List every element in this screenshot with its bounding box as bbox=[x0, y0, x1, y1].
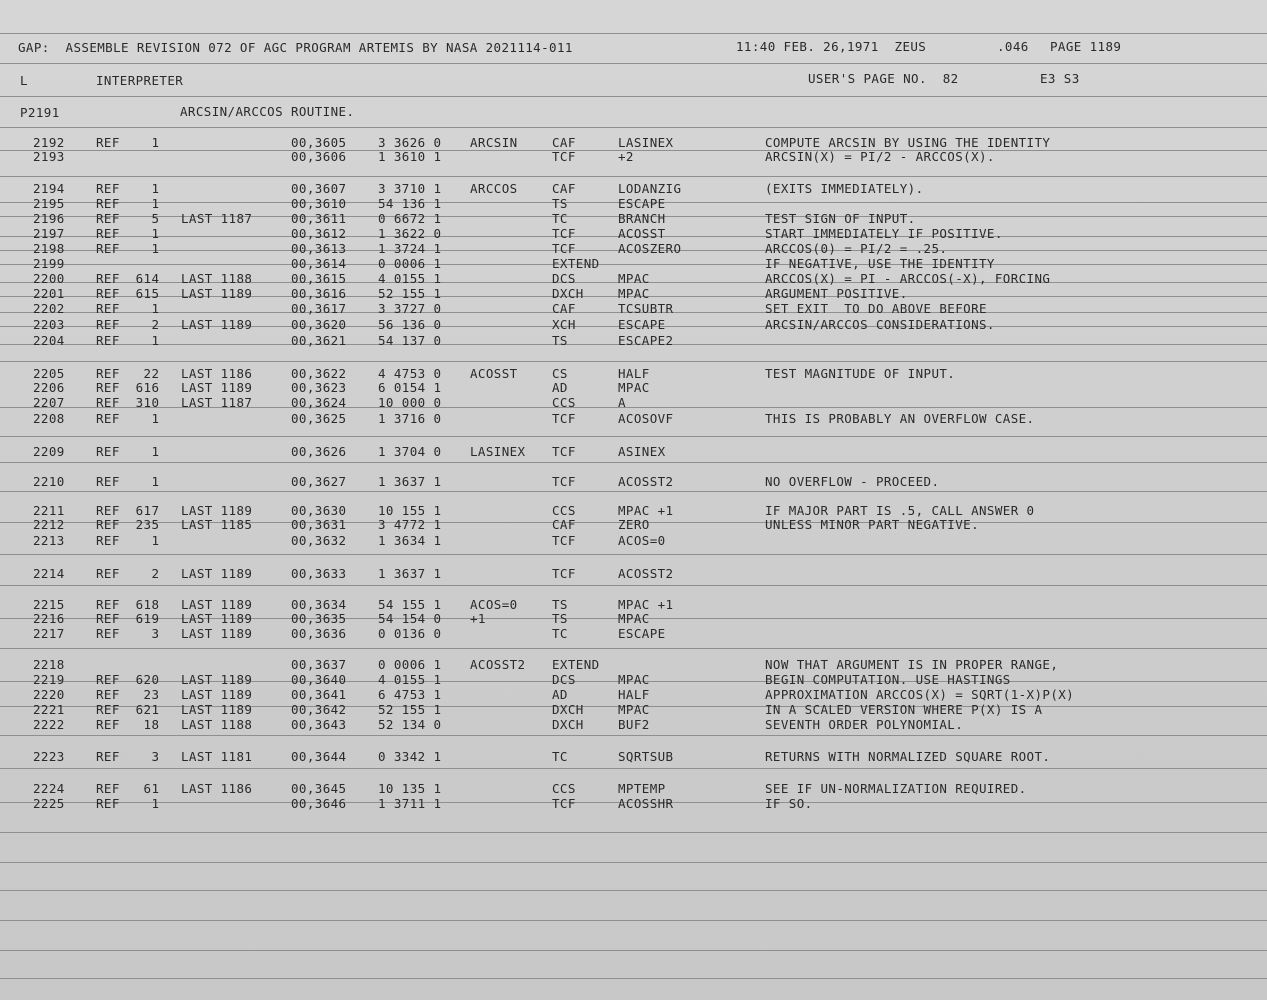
operand: MPAC bbox=[618, 380, 650, 395]
comment: SEE IF UN-NORMALIZATION REQUIRED. bbox=[765, 781, 1027, 796]
ruled-line bbox=[0, 491, 1267, 492]
address: 00,3610 bbox=[291, 196, 347, 211]
comment: BEGIN COMPUTATION. USE HASTINGS bbox=[765, 672, 1011, 687]
opcode: TCF bbox=[552, 444, 576, 459]
line-number: 2210 bbox=[33, 474, 65, 489]
comment: UNLESS MINOR PART NEGATIVE. bbox=[765, 517, 979, 532]
operand: BUF2 bbox=[618, 717, 650, 732]
comment: (EXITS IMMEDIATELY). bbox=[765, 181, 924, 196]
octal-word: 52 134 0 bbox=[378, 717, 442, 732]
operand: +2 bbox=[618, 149, 634, 164]
address: 00,3624 bbox=[291, 395, 347, 410]
octal-word: 1 3704 0 bbox=[378, 444, 442, 459]
last-ref: LAST 1185 bbox=[181, 517, 253, 532]
operand: MPAC +1 bbox=[618, 597, 674, 612]
header-time-date: 11:40 FEB. 26,1971 ZEUS bbox=[736, 39, 927, 54]
label: ARCSIN bbox=[470, 135, 518, 150]
ref-count: REF 1 bbox=[96, 474, 160, 489]
comment: IN A SCALED VERSION WHERE P(X) IS A bbox=[765, 702, 1043, 717]
ref-count: REF 5 bbox=[96, 211, 160, 226]
ref-count: REF 2 bbox=[96, 317, 160, 332]
opcode: TCF bbox=[552, 474, 576, 489]
address: 00,3627 bbox=[291, 474, 347, 489]
operand: ESCAPE bbox=[618, 317, 666, 332]
line-number: 2200 bbox=[33, 271, 65, 286]
octal-word: 10 155 1 bbox=[378, 503, 442, 518]
opcode: TC bbox=[552, 749, 568, 764]
operand: ACOSOVF bbox=[618, 411, 674, 426]
ruled-line bbox=[0, 127, 1267, 128]
opcode: DXCH bbox=[552, 717, 584, 732]
opcode: XCH bbox=[552, 317, 576, 332]
line-number: 2202 bbox=[33, 301, 65, 316]
last-ref: LAST 1187 bbox=[181, 395, 253, 410]
subheader-e3s3: E3 S3 bbox=[1040, 71, 1080, 86]
label: ACOS=0 bbox=[470, 597, 518, 612]
address: 00,3630 bbox=[291, 503, 347, 518]
ref-count: REF 618 bbox=[96, 597, 160, 612]
ruled-line bbox=[0, 96, 1267, 97]
comment: IF SO. bbox=[765, 796, 813, 811]
last-ref: LAST 1189 bbox=[181, 566, 253, 581]
operand: ESCAPE bbox=[618, 196, 666, 211]
ref-count: REF 620 bbox=[96, 672, 160, 687]
comment: START IMMEDIATELY IF POSITIVE. bbox=[765, 226, 1003, 241]
octal-word: 0 6672 1 bbox=[378, 211, 442, 226]
operand: BRANCH bbox=[618, 211, 666, 226]
opcode: DXCH bbox=[552, 702, 584, 717]
line-number: 2208 bbox=[33, 411, 65, 426]
ruled-line bbox=[0, 361, 1267, 362]
line-number: 2223 bbox=[33, 749, 65, 764]
line-number: 2214 bbox=[33, 566, 65, 581]
line-number: 2221 bbox=[33, 702, 65, 717]
octal-word: 54 137 0 bbox=[378, 333, 442, 348]
comment: ARCCOS(0) = PI/2 = .25. bbox=[765, 241, 948, 256]
ref-count: REF 23 bbox=[96, 687, 160, 702]
label: ACOSST bbox=[470, 366, 518, 381]
ref-count: REF 1 bbox=[96, 241, 160, 256]
ref-count: REF 1 bbox=[96, 411, 160, 426]
address: 00,3607 bbox=[291, 181, 347, 196]
ref-count: REF 1 bbox=[96, 301, 160, 316]
line-number: 2215 bbox=[33, 597, 65, 612]
octal-word: 1 3724 1 bbox=[378, 241, 442, 256]
opcode: TC bbox=[552, 626, 568, 641]
opcode: DXCH bbox=[552, 286, 584, 301]
line-number: 2218 bbox=[33, 657, 65, 672]
octal-word: 6 4753 1 bbox=[378, 687, 442, 702]
comment: ARGUMENT POSITIVE. bbox=[765, 286, 908, 301]
line-number: 2224 bbox=[33, 781, 65, 796]
subheader-section: INTERPRETER bbox=[96, 73, 184, 88]
line-number: 2207 bbox=[33, 395, 65, 410]
opcode: TS bbox=[552, 611, 568, 626]
line-number: 2195 bbox=[33, 196, 65, 211]
operand: HALF bbox=[618, 687, 650, 702]
comment: SEVENTH ORDER POLYNOMIAL. bbox=[765, 717, 964, 732]
octal-word: 54 154 0 bbox=[378, 611, 442, 626]
ref-count: REF 2 bbox=[96, 566, 160, 581]
routine-id: P2191 bbox=[20, 105, 60, 120]
line-number: 2204 bbox=[33, 333, 65, 348]
line-number: 2192 bbox=[33, 135, 65, 150]
ruled-line bbox=[0, 890, 1267, 891]
ref-count: REF 1 bbox=[96, 333, 160, 348]
octal-word: 4 4753 0 bbox=[378, 366, 442, 381]
octal-word: 54 136 1 bbox=[378, 196, 442, 211]
label: ACOSST2 bbox=[470, 657, 526, 672]
ref-count: REF 614 bbox=[96, 271, 160, 286]
last-ref: LAST 1186 bbox=[181, 366, 253, 381]
comment: ARCCOS(X) = PI - ARCCOS(-X), FORCING bbox=[765, 271, 1051, 286]
line-number: 2199 bbox=[33, 256, 65, 271]
ref-count: REF 616 bbox=[96, 380, 160, 395]
line-number: 2211 bbox=[33, 503, 65, 518]
last-ref: LAST 1181 bbox=[181, 749, 253, 764]
operand: ESCAPE2 bbox=[618, 333, 674, 348]
address: 00,3636 bbox=[291, 626, 347, 641]
address: 00,3622 bbox=[291, 366, 347, 381]
octal-word: 3 3626 0 bbox=[378, 135, 442, 150]
ref-count: REF 18 bbox=[96, 717, 160, 732]
comment: APPROXIMATION ARCCOS(X) = SQRT(1-X)P(X) bbox=[765, 687, 1075, 702]
octal-word: 3 3710 1 bbox=[378, 181, 442, 196]
ref-count: REF 617 bbox=[96, 503, 160, 518]
octal-word: 1 3637 1 bbox=[378, 474, 442, 489]
last-ref: LAST 1188 bbox=[181, 717, 253, 732]
octal-word: 1 3622 0 bbox=[378, 226, 442, 241]
line-number: 2222 bbox=[33, 717, 65, 732]
address: 00,3645 bbox=[291, 781, 347, 796]
address: 00,3605 bbox=[291, 135, 347, 150]
operand: TCSUBTR bbox=[618, 301, 674, 316]
last-ref: LAST 1189 bbox=[181, 702, 253, 717]
operand: MPAC bbox=[618, 611, 650, 626]
operand: MPAC bbox=[618, 286, 650, 301]
ruled-line bbox=[0, 554, 1267, 555]
line-number: 2216 bbox=[33, 611, 65, 626]
opcode: TCF bbox=[552, 241, 576, 256]
octal-word: 1 3610 1 bbox=[378, 149, 442, 164]
address: 00,3640 bbox=[291, 672, 347, 687]
address: 00,3623 bbox=[291, 380, 347, 395]
operand: MPTEMP bbox=[618, 781, 666, 796]
line-number: 2212 bbox=[33, 517, 65, 532]
address: 00,3614 bbox=[291, 256, 347, 271]
ruled-line bbox=[0, 862, 1267, 863]
ref-count: REF 1 bbox=[96, 135, 160, 150]
opcode: TC bbox=[552, 211, 568, 226]
line-number: 2206 bbox=[33, 380, 65, 395]
address: 00,3620 bbox=[291, 317, 347, 332]
line-number: 2197 bbox=[33, 226, 65, 241]
comment: RETURNS WITH NORMALIZED SQUARE ROOT. bbox=[765, 749, 1051, 764]
octal-word: 4 0155 1 bbox=[378, 672, 442, 687]
ref-count: REF 1 bbox=[96, 796, 160, 811]
operand: ACOSZERO bbox=[618, 241, 682, 256]
opcode: CAF bbox=[552, 517, 576, 532]
octal-word: 1 3711 1 bbox=[378, 796, 442, 811]
address: 00,3611 bbox=[291, 211, 347, 226]
opcode: TS bbox=[552, 196, 568, 211]
octal-word: 0 3342 1 bbox=[378, 749, 442, 764]
ruled-line bbox=[0, 585, 1267, 586]
opcode: CCS bbox=[552, 395, 576, 410]
line-number: 2205 bbox=[33, 366, 65, 381]
comment: COMPUTE ARCSIN BY USING THE IDENTITY bbox=[765, 135, 1051, 150]
opcode: CAF bbox=[552, 181, 576, 196]
header-page: PAGE 1189 bbox=[1050, 39, 1122, 54]
octal-word: 3 3727 0 bbox=[378, 301, 442, 316]
octal-word: 1 3716 0 bbox=[378, 411, 442, 426]
comment: NOW THAT ARGUMENT IS IN PROPER RANGE, bbox=[765, 657, 1059, 672]
operand: MPAC bbox=[618, 271, 650, 286]
ruled-line bbox=[0, 176, 1267, 177]
subheader-users-page: USER'S PAGE NO. 82 bbox=[808, 71, 959, 86]
address: 00,3633 bbox=[291, 566, 347, 581]
operand: ACOSST bbox=[618, 226, 666, 241]
line-number: 2201 bbox=[33, 286, 65, 301]
operand: ACOSSHR bbox=[618, 796, 674, 811]
operand: ACOSST2 bbox=[618, 566, 674, 581]
comment: ARCSIN/ARCCOS CONSIDERATIONS. bbox=[765, 317, 995, 332]
line-number: 2209 bbox=[33, 444, 65, 459]
opcode: CCS bbox=[552, 503, 576, 518]
octal-word: 3 4772 1 bbox=[378, 517, 442, 532]
last-ref: LAST 1189 bbox=[181, 503, 253, 518]
address: 00,3637 bbox=[291, 657, 347, 672]
opcode: TCF bbox=[552, 566, 576, 581]
comment: TEST SIGN OF INPUT. bbox=[765, 211, 916, 226]
octal-word: 52 155 1 bbox=[378, 702, 442, 717]
line-number: 2194 bbox=[33, 181, 65, 196]
ref-count: REF 615 bbox=[96, 286, 160, 301]
last-ref: LAST 1189 bbox=[181, 687, 253, 702]
line-number: 2219 bbox=[33, 672, 65, 687]
operand: ASINEX bbox=[618, 444, 666, 459]
label: LASINEX bbox=[470, 444, 526, 459]
address: 00,3616 bbox=[291, 286, 347, 301]
address: 00,3643 bbox=[291, 717, 347, 732]
comment: ARCSIN(X) = PI/2 - ARCCOS(X). bbox=[765, 149, 995, 164]
header-code: .046 bbox=[997, 39, 1029, 54]
octal-word: 4 0155 1 bbox=[378, 271, 442, 286]
ref-count: REF 1 bbox=[96, 196, 160, 211]
octal-word: 1 3634 1 bbox=[378, 533, 442, 548]
ruled-line bbox=[0, 735, 1267, 736]
ruled-line bbox=[0, 462, 1267, 463]
opcode: TCF bbox=[552, 533, 576, 548]
opcode: CS bbox=[552, 366, 568, 381]
comment: SET EXIT TO DO ABOVE BEFORE bbox=[765, 301, 987, 316]
line-number: 2193 bbox=[33, 149, 65, 164]
label: ARCCOS bbox=[470, 181, 518, 196]
address: 00,3642 bbox=[291, 702, 347, 717]
ruled-line bbox=[0, 264, 1267, 265]
address: 00,3621 bbox=[291, 333, 347, 348]
ref-count: REF 310 bbox=[96, 395, 160, 410]
comment: IF MAJOR PART IS .5, CALL ANSWER 0 bbox=[765, 503, 1035, 518]
ref-count: REF 1 bbox=[96, 181, 160, 196]
line-number: 2198 bbox=[33, 241, 65, 256]
ruled-line bbox=[0, 768, 1267, 769]
line-number: 2225 bbox=[33, 796, 65, 811]
opcode: TCF bbox=[552, 149, 576, 164]
opcode: CAF bbox=[552, 301, 576, 316]
octal-word: 0 0136 0 bbox=[378, 626, 442, 641]
last-ref: LAST 1189 bbox=[181, 611, 253, 626]
last-ref: LAST 1189 bbox=[181, 286, 253, 301]
address: 00,3641 bbox=[291, 687, 347, 702]
address: 00,3626 bbox=[291, 444, 347, 459]
last-ref: LAST 1189 bbox=[181, 317, 253, 332]
ref-count: REF 1 bbox=[96, 444, 160, 459]
line-number: 2213 bbox=[33, 533, 65, 548]
ref-count: REF 61 bbox=[96, 781, 160, 796]
opcode: TS bbox=[552, 333, 568, 348]
address: 00,3615 bbox=[291, 271, 347, 286]
octal-word: 0 0006 1 bbox=[378, 657, 442, 672]
subheader-l: L bbox=[20, 73, 28, 88]
operand: ZERO bbox=[618, 517, 650, 532]
operand: LODANZIG bbox=[618, 181, 682, 196]
octal-word: 0 0006 1 bbox=[378, 256, 442, 271]
octal-word: 10 135 1 bbox=[378, 781, 442, 796]
operand: ACOS=0 bbox=[618, 533, 666, 548]
address: 00,3646 bbox=[291, 796, 347, 811]
opcode: TCF bbox=[552, 796, 576, 811]
opcode: DCS bbox=[552, 271, 576, 286]
last-ref: LAST 1189 bbox=[181, 380, 253, 395]
ref-count: REF 1 bbox=[96, 533, 160, 548]
ruled-line bbox=[0, 832, 1267, 833]
address: 00,3613 bbox=[291, 241, 347, 256]
address: 00,3625 bbox=[291, 411, 347, 426]
operand: ESCAPE bbox=[618, 626, 666, 641]
line-number: 2220 bbox=[33, 687, 65, 702]
ruled-line bbox=[0, 63, 1267, 64]
operand: MPAC bbox=[618, 702, 650, 717]
comment: IF NEGATIVE, USE THE IDENTITY bbox=[765, 256, 995, 271]
octal-word: 52 155 1 bbox=[378, 286, 442, 301]
opcode: EXTEND bbox=[552, 657, 600, 672]
ruled-line bbox=[0, 950, 1267, 951]
octal-word: 10 000 0 bbox=[378, 395, 442, 410]
ref-count: REF 3 bbox=[96, 626, 160, 641]
address: 00,3632 bbox=[291, 533, 347, 548]
opcode: TCF bbox=[552, 411, 576, 426]
opcode: TCF bbox=[552, 226, 576, 241]
ruled-line bbox=[0, 436, 1267, 437]
address: 00,3635 bbox=[291, 611, 347, 626]
ref-count: REF 621 bbox=[96, 702, 160, 717]
operand: A bbox=[618, 395, 626, 410]
opcode: CCS bbox=[552, 781, 576, 796]
opcode: AD bbox=[552, 380, 568, 395]
ruled-line bbox=[0, 648, 1267, 649]
ref-count: REF 619 bbox=[96, 611, 160, 626]
comment: TEST MAGNITUDE OF INPUT. bbox=[765, 366, 956, 381]
comment: NO OVERFLOW - PROCEED. bbox=[765, 474, 940, 489]
opcode: EXTEND bbox=[552, 256, 600, 271]
line-number: 2196 bbox=[33, 211, 65, 226]
line-number: 2217 bbox=[33, 626, 65, 641]
last-ref: LAST 1189 bbox=[181, 672, 253, 687]
ref-count: REF 235 bbox=[96, 517, 160, 532]
line-number: 2203 bbox=[33, 317, 65, 332]
last-ref: LAST 1189 bbox=[181, 626, 253, 641]
operand: MPAC +1 bbox=[618, 503, 674, 518]
octal-word: 1 3637 1 bbox=[378, 566, 442, 581]
address: 00,3617 bbox=[291, 301, 347, 316]
operand: SQRTSUB bbox=[618, 749, 674, 764]
last-ref: LAST 1187 bbox=[181, 211, 253, 226]
address: 00,3606 bbox=[291, 149, 347, 164]
ref-count: REF 22 bbox=[96, 366, 160, 381]
last-ref: LAST 1186 bbox=[181, 781, 253, 796]
opcode: CAF bbox=[552, 135, 576, 150]
octal-word: 6 0154 1 bbox=[378, 380, 442, 395]
operand: ACOSST2 bbox=[618, 474, 674, 489]
ruled-line bbox=[0, 978, 1267, 979]
last-ref: LAST 1188 bbox=[181, 271, 253, 286]
address: 00,3631 bbox=[291, 517, 347, 532]
octal-word: 54 155 1 bbox=[378, 597, 442, 612]
opcode: DCS bbox=[552, 672, 576, 687]
opcode: TS bbox=[552, 597, 568, 612]
octal-word: 56 136 0 bbox=[378, 317, 442, 332]
ruled-line bbox=[0, 920, 1267, 921]
address: 00,3634 bbox=[291, 597, 347, 612]
address: 00,3644 bbox=[291, 749, 347, 764]
routine-title: ARCSIN/ARCCOS ROUTINE. bbox=[180, 104, 355, 119]
operand: MPAC bbox=[618, 672, 650, 687]
ref-count: REF 3 bbox=[96, 749, 160, 764]
opcode: AD bbox=[552, 687, 568, 702]
ref-count: REF 1 bbox=[96, 226, 160, 241]
label: +1 bbox=[470, 611, 486, 626]
last-ref: LAST 1189 bbox=[181, 597, 253, 612]
comment: THIS IS PROBABLY AN OVERFLOW CASE. bbox=[765, 411, 1035, 426]
operand: HALF bbox=[618, 366, 650, 381]
address: 00,3612 bbox=[291, 226, 347, 241]
ruled-line bbox=[0, 33, 1267, 34]
header-title: GAP: ASSEMBLE REVISION 072 OF AGC PROGRAM ARTEMIS BY NASA 2021114-011 bbox=[18, 40, 573, 55]
operand: LASINEX bbox=[618, 135, 674, 150]
